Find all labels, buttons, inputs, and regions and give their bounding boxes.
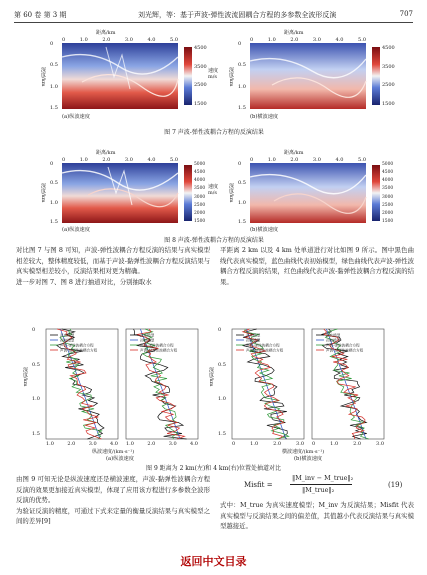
fig9-caption: 图 9 距离为 2 km(左)和 4 km(右)位置处抽道对比 bbox=[146, 465, 281, 472]
fraction-bar bbox=[290, 484, 352, 485]
fig8b-yticks: 0 0.5 1.0 1.5 bbox=[238, 161, 246, 225]
equation-lhs: Misfit = bbox=[244, 481, 273, 489]
back-to-chinese-contents-link[interactable]: 返回中文目录 bbox=[180, 555, 247, 568]
fig9b-xticks-right: 0 1.0 2.0 3.0 bbox=[312, 441, 384, 447]
fig9b-4km-legend-label-1: 初始模型 bbox=[326, 338, 341, 343]
fig9-yticks-a: 0 0.5 1.0 1.5 bbox=[32, 327, 40, 437]
fig7a-yticks: 0 0.5 1.0 1.5 bbox=[50, 41, 58, 111]
equation-numerator: ‖M_inv − M_true‖₂ bbox=[292, 474, 354, 482]
fig8b-label: (b)横波速度 bbox=[250, 227, 279, 233]
fig9a-4km-legend-label-1: 初始模型 bbox=[140, 338, 155, 343]
fig9b-4km-legend-label-2: 声波-弹性波耦合方程 bbox=[326, 343, 360, 348]
figure-7-svg bbox=[22, 27, 406, 157]
fig9b-2km-legend-label-2: 声波-弹性波耦合方程 bbox=[246, 343, 280, 348]
fig8a-cbar-title: 速度 bbox=[208, 184, 219, 190]
fig8b-xlabel: 距离/km bbox=[284, 150, 304, 156]
fig9a-xlabel: 纵波速度/(km·s⁻¹) bbox=[92, 449, 135, 455]
fig7b-xticks: 0 1.0 2.0 3.0 4.0 5.0 bbox=[250, 37, 366, 43]
journal-volume: 第 60 卷 第 3 期 bbox=[14, 11, 67, 19]
body-paragraph-right: 平距离 2 km 以及 4 km 处单道进行对比如图 9 所示。图中黑色曲线代表真实模型，蓝色曲线代表初始模型，绿色曲线代表声波-弹性波耦合方程反演的结果，红色曲线代表声波-黏弹性波耦合方程反演的结果。 bbox=[220, 246, 414, 286]
fig7a-label: (a)纵波速度 bbox=[62, 114, 90, 120]
fig8b-ylabel: 深度/km bbox=[228, 183, 234, 203]
fig7a-cbar-ticks: 4500 3500 2500 1500 bbox=[194, 45, 207, 107]
fig9b-4km-legend-label-3: 声波-黏弹性波耦合方程 bbox=[326, 348, 364, 353]
fig8a-ylabel: 深度/km bbox=[40, 183, 46, 203]
fig9a-2km-legend-label-1: 初始模型 bbox=[60, 338, 75, 343]
fig7b-image bbox=[250, 43, 366, 109]
fig7a-xticks: 0 1.0 2.0 3.0 4.0 5.0 bbox=[62, 37, 178, 43]
fig9a-ylabel: 深度/km bbox=[22, 367, 28, 387]
running-header bbox=[14, 8, 413, 23]
body-bottom-right: 式中：M_true 为真实速度模型；M_inv 为反演结果；Misfit 代表真实模型与反演结果之间的偏差值，其值越小代表反演结果与真实模型越接近。 bbox=[220, 501, 414, 531]
fig7b-ylabel: 深度/km bbox=[228, 67, 234, 87]
fig9a-label: (a)纵波速度 bbox=[106, 456, 134, 462]
fig8a-cbar-unit: m/s bbox=[208, 190, 217, 196]
fig8a-cbar-ticks: 5000 4500 4000 3500 3000 2500 2000 1500 bbox=[194, 162, 206, 224]
fig9b-2km-legend-label-0: 真实模型 bbox=[246, 333, 261, 338]
fig9b-ylabel: 深度/km bbox=[208, 367, 214, 387]
fig9b-xlabel: 横波速度/(km·s⁻¹) bbox=[282, 449, 325, 455]
fig9b-xticks-left: 0 1.0 2.0 3.0 bbox=[232, 441, 304, 447]
fig7a-colorbar bbox=[184, 47, 192, 105]
fig7-caption: 图 7 声波-弹性波耦合方程的反演结果 bbox=[164, 129, 264, 136]
fig9a-2km-legend-label-3: 声波-黏弹性波耦合方程 bbox=[60, 348, 98, 353]
fig7-xlabel: 距离/km bbox=[96, 30, 116, 36]
fig7b-cbar-ticks: 4500 3500 2500 1500 bbox=[382, 45, 395, 107]
fig9a-4km-legend-label-3: 声波-黏弹性波耦合方程 bbox=[140, 348, 178, 353]
fig8-xlabel: 距离/km bbox=[96, 150, 116, 156]
fig9b-label: (b)横波速度 bbox=[294, 456, 323, 462]
fig7b-colorbar bbox=[372, 47, 380, 105]
fig8a-xticks: 0 1.0 2.0 3.0 4.0 5.0 bbox=[62, 157, 178, 163]
fig8b-cbar-ticks: 5000 4500 4000 3500 3000 2500 2000 1500 bbox=[382, 162, 394, 224]
fig8b-xticks: 0 1.0 2.0 3.0 4.0 5.0 bbox=[250, 157, 366, 163]
fig8a-yticks: 0 0.5 1.0 1.5 bbox=[50, 161, 58, 225]
fig7b-label: (b)横波速度 bbox=[250, 114, 279, 120]
fig9a-4km-legend-label-0: 真实模型 bbox=[140, 333, 155, 338]
fig7a-cbar-unit: m/s bbox=[208, 74, 217, 80]
fig9b-2km-legend-label-1: 初始模型 bbox=[246, 338, 261, 343]
fig7b-xlabel: 距离/km bbox=[284, 30, 304, 36]
figure-9 bbox=[22, 307, 412, 469]
fig8a-colorbar bbox=[184, 165, 192, 221]
fig8b-colorbar bbox=[372, 165, 380, 221]
fig7a-cbar-title: 速度 bbox=[208, 68, 219, 74]
body-bottom-left: 由图 9 可知无论是纵波速度还是横波速度，声波-黏弹性波耦合方程反演的效果更加接近真实模型，体现了应用该方程进行多参数全波形反演的优势。 为验证反演的精度，可通过下式来定量的衡量反演结果与真实模型之间的差异[9] bbox=[16, 475, 210, 526]
fig8-caption: 图 8 声波-弹性波耦合方程的反演结果 bbox=[164, 237, 264, 244]
equation-number: (19) bbox=[388, 481, 403, 489]
equation-19 bbox=[224, 474, 414, 498]
fig8a-label: (a)纵波速度 bbox=[62, 227, 90, 233]
fig9a-xticks-left: 1.0 2.0 3.0 4.0 bbox=[46, 441, 118, 447]
fig9b-2km-legend-label-3: 声波-黏弹性波耦合方程 bbox=[246, 348, 284, 353]
page-number: 707 bbox=[399, 10, 413, 18]
fig9a-2km-legend-label-2: 声波-弹性波耦合方程 bbox=[60, 343, 94, 348]
fig9b-4km-legend-label-0: 真实模型 bbox=[326, 333, 341, 338]
fig7a-ylabel: 深度/km bbox=[40, 67, 46, 87]
equation-denominator: ‖M_true‖₂ bbox=[302, 486, 335, 494]
fig9a-2km-legend-label-0: 真实模型 bbox=[60, 333, 75, 338]
body-paragraph-left: 对比图 7 与图 8 可知，声波-弹性波耦合方程反演的结果与真实模型相差较大，整体精度较低，而基于声波-黏弹性波耦合方程反演结果与真实模型相差较小，反演结果相对更为精确。 进一步对图 7、图 8 进行抽道对比，分别抽取水 bbox=[16, 246, 210, 286]
running-title: 刘光辉，等：基于声波-弹性波流固耦合方程的多参数全波形反演 bbox=[138, 11, 337, 19]
figure-7 bbox=[22, 27, 406, 157]
fig7b-yticks: 0 0.5 1.0 1.5 bbox=[238, 41, 246, 111]
fig9-yticks-b: 0 0.5 1.0 1.5 bbox=[218, 327, 226, 437]
fig9a-xticks-right: 1.0 2.0 3.0 4.0 bbox=[126, 441, 198, 447]
fig8a-image bbox=[62, 163, 178, 223]
figure-8 bbox=[22, 147, 406, 247]
fig9a-4km-legend-label-2: 声波-弹性波耦合方程 bbox=[140, 343, 174, 348]
fig8b-image bbox=[250, 163, 366, 223]
